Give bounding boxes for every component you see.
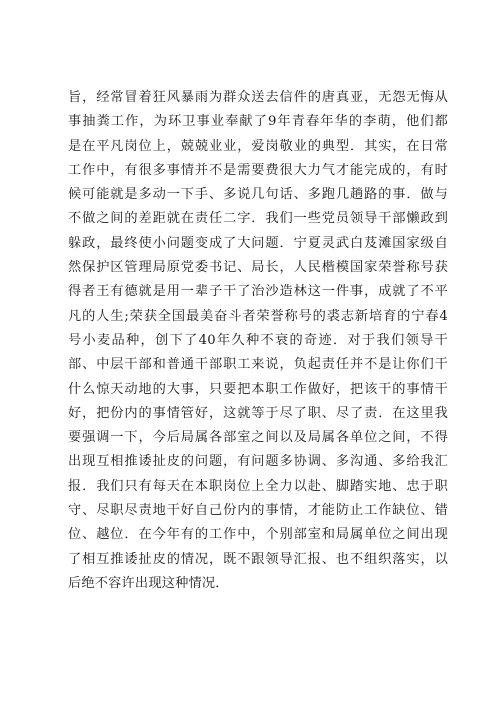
text-line: 好，把份内的事情管好，这就等于尽了职、尽了责．在这里我 <box>68 405 448 421</box>
text-line: 守、尽职尽责地干好自己份内的事情，才能防止工作缺位、错 <box>68 503 448 519</box>
text-line: 什么惊天动地的大事，只要把本职工作做好，把该干的事情干 <box>68 381 448 397</box>
text-line: 位、越位．在今年有的工作中，个别部室和局属单位之间出现 <box>68 527 448 543</box>
text-line: 躲政，最终使小问题变成了大问题．宁夏灵武白芨滩国家级自 <box>68 235 448 251</box>
text-line: 事抽粪工作，为环卫事业奉献了9年青春年华的李萌，他们都 <box>68 114 448 130</box>
text-line: 不做之间的差距就在责任二字．我们一些党员领导干部懒政到 <box>68 211 448 227</box>
text-line: 要强调一下，今后局属各部室之间以及局属各单位之间，不得 <box>68 430 448 446</box>
text-line: 候可能就是多动一下手、多说几句话、多跑几趟路的事．做与 <box>68 187 448 203</box>
text-line: 出现互相推诿扯皮的问题，有问题多协调、多沟通、多给我汇 <box>68 454 448 470</box>
text-line: 得者王有德就是用一辈子干了治沙造林这一件事，成就了不平 <box>68 284 448 300</box>
text-line: 后绝不容许出现这种情况． <box>68 575 229 591</box>
text-line: 报．我们只有每天在本职岗位上全力以赴、脚踏实地、忠于职 <box>68 478 448 494</box>
text-line: 工作中，有很多事情并不是需要费很大力气才能完成的，有时 <box>68 162 448 178</box>
text-line: 然保护区管理局原党委书记、局长，人民楷模国家荣誉称号获 <box>68 260 448 276</box>
text-line: 部、中层干部和普通干部职工来说，负起责任并不是让你们干 <box>68 357 448 373</box>
text-line: 是在平凡岗位上，兢兢业业，爱岗敬业的典型．其实，在日常 <box>68 138 448 154</box>
text-line: 号小麦品种，创下了40年久种不衰的奇迹．对于我们领导干 <box>68 332 448 348</box>
text-line: 旨，经常冒着狂风暴雨为群众送去信件的唐真亚，无怨无悔从 <box>68 90 448 105</box>
text-line: 了相互推诿扯皮的情况，既不跟领导汇报、也不组织落实，以 <box>68 551 448 567</box>
text-line: 凡的人生;荣获全国最美奋斗者荣誉称号的裘志新培育的宁春4 <box>68 308 448 324</box>
body-paragraph <box>68 86 448 596</box>
